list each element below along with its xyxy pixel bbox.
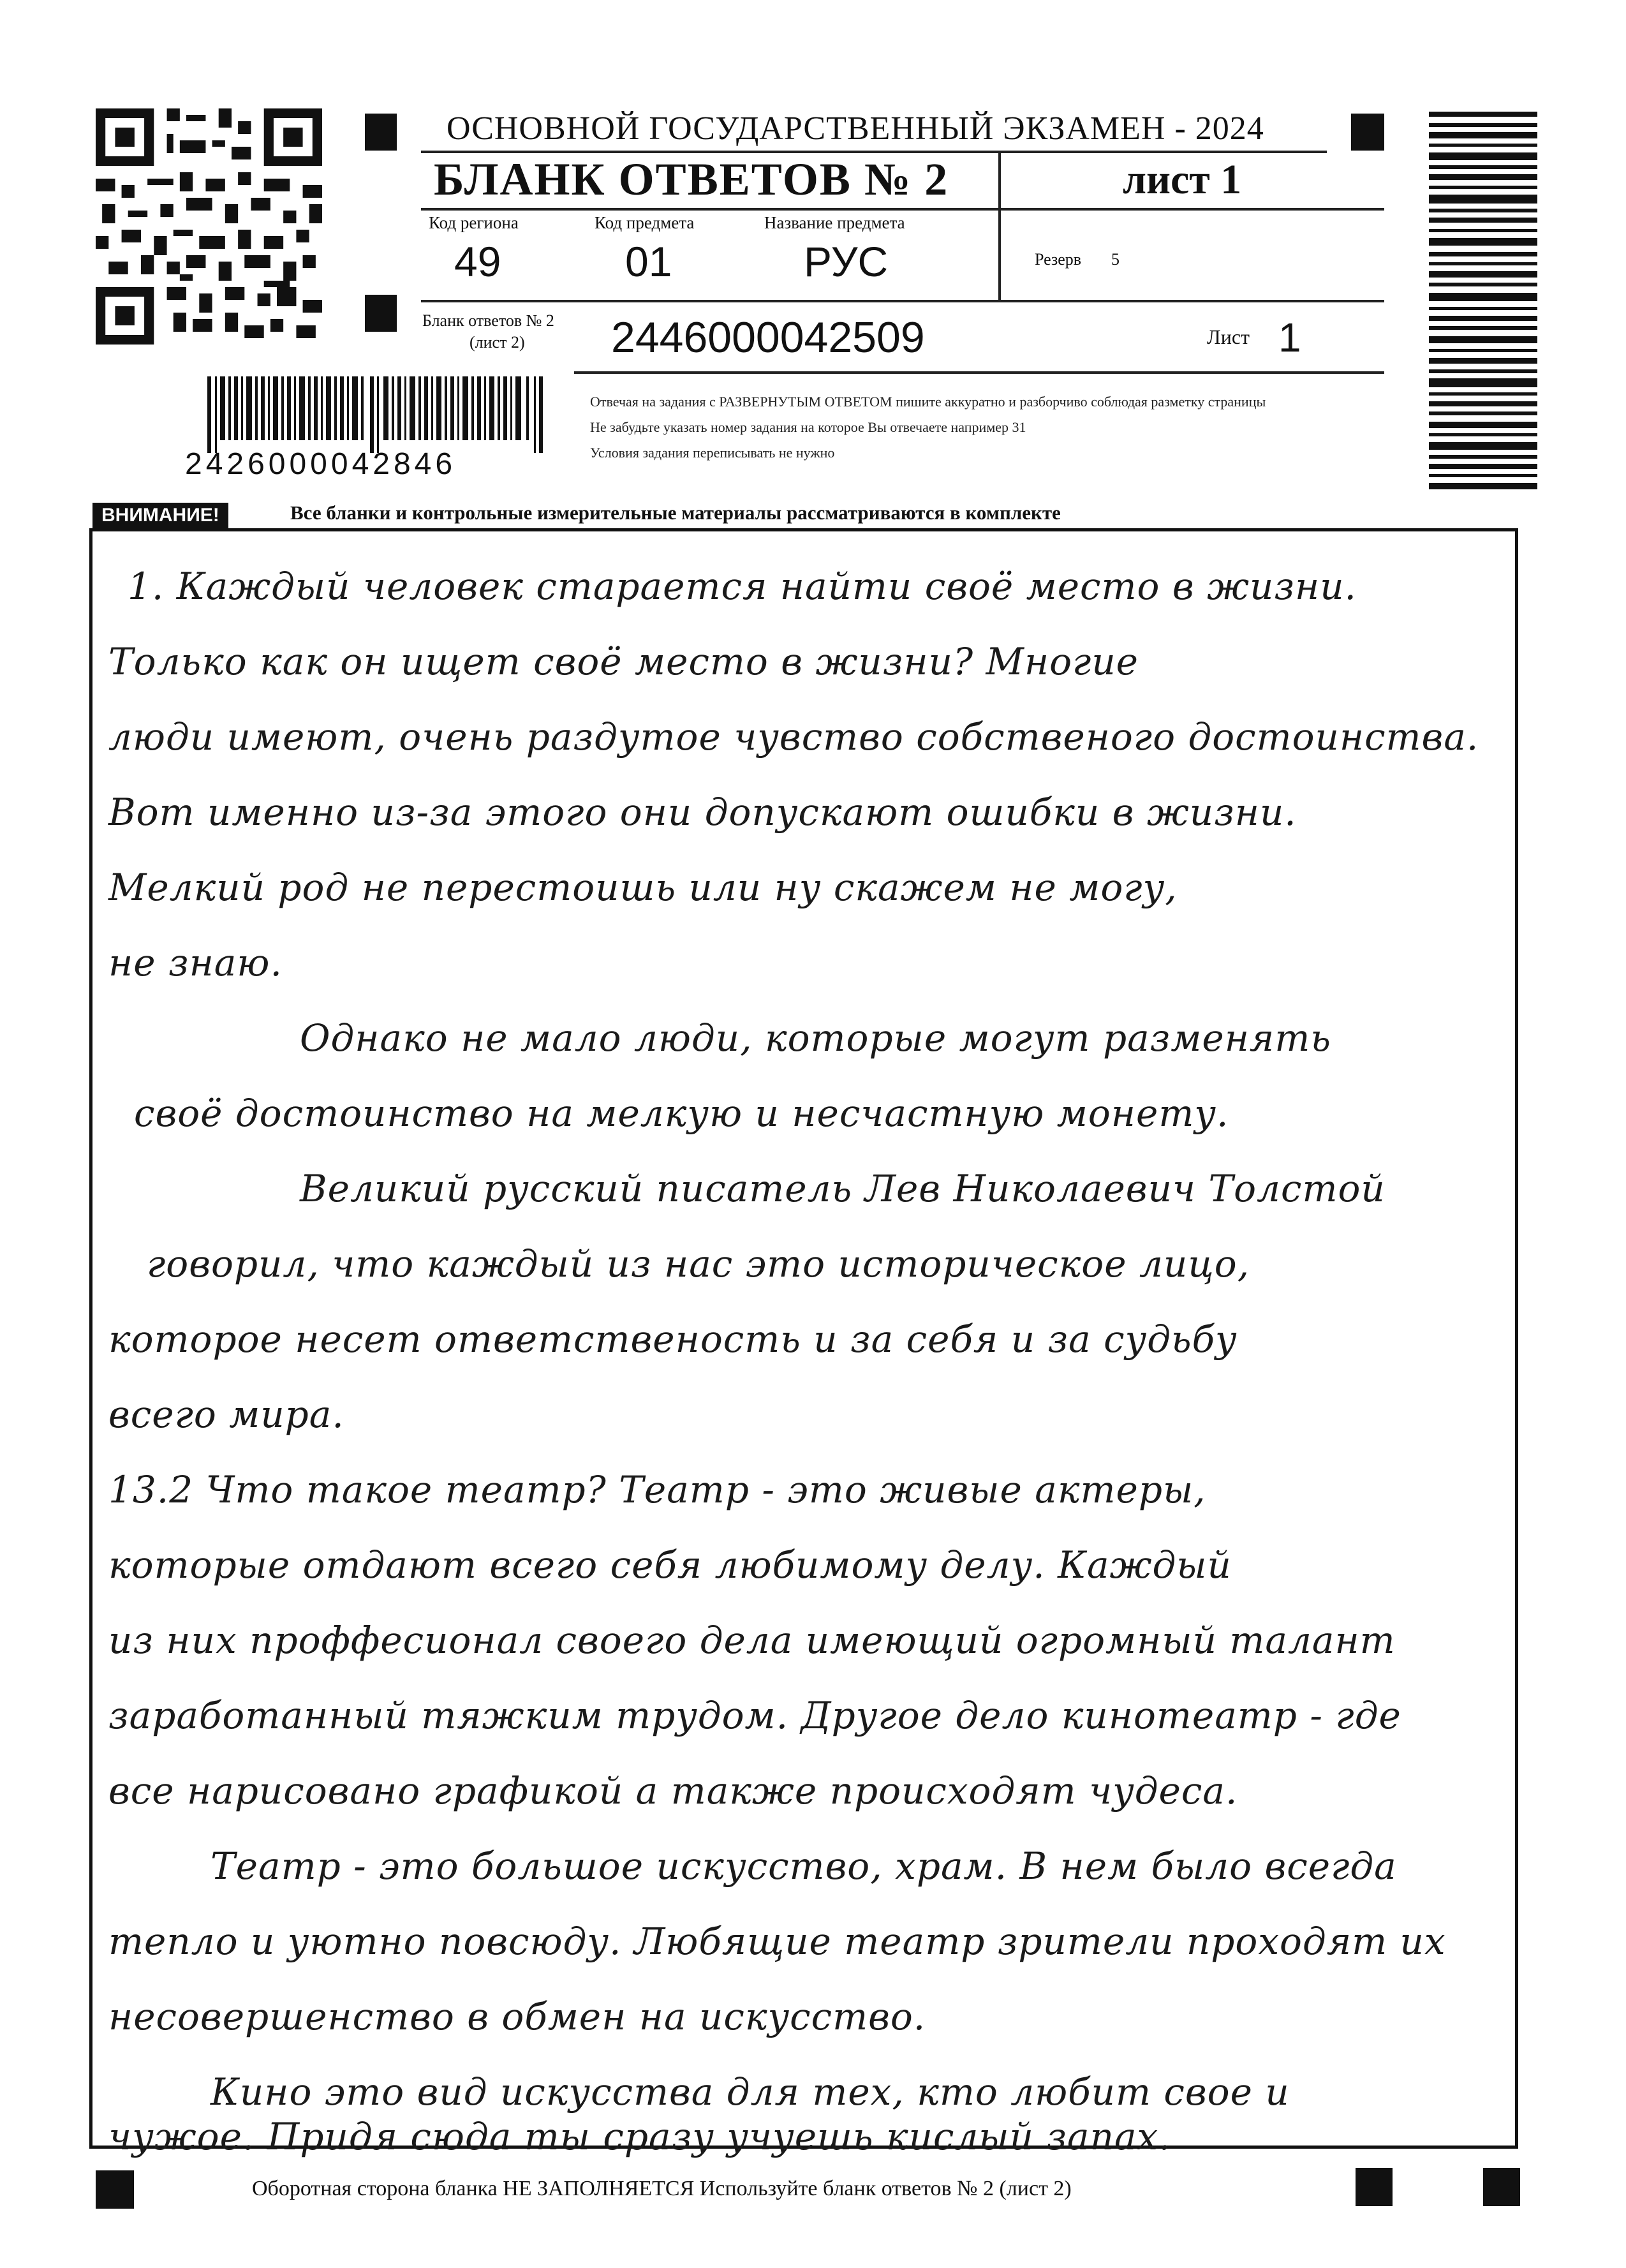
header-divider-2 [421,300,1384,302]
answer-line-6: не знаю. [108,941,283,984]
header-divider-vertical [998,151,1001,301]
region-label: Код региона [429,213,519,232]
instructions [590,389,1419,466]
header-divider-3 [574,371,1384,374]
footer-text: Оборотная сторона бланка НЕ ЗАПОЛНЯЕТСЯ Используйте бланк ответов № 2 (лист 2) [252,2177,1072,2200]
answer-line-22: чужое. Придя сюда ты сразу учуешь кислый запах. [108,2115,1171,2158]
vertical-barcode-icon [1429,112,1537,494]
alignment-marker-mid-left [365,295,397,332]
attention-badge: ВНИМАНИЕ! [92,503,228,528]
answer-line-4: Вот именно из-за этого они допускают ошибки в жизни. [108,790,1297,834]
instruction-line-3: Условия задания переписывать не нужно [590,445,835,461]
answer-line-21: Кино это вид искусства для тех, кто любит свое и [211,2070,1290,2114]
subject-name-label: Название предмета [764,213,905,232]
answer-line-1: 1. Каждый человек старается найти своё место в жизни. [128,565,1357,608]
subject-code-label: Код предмета [595,213,695,232]
answer-line-7: Однако не мало люди, которые могут разменять [300,1016,1331,1060]
answer-line-10: говорил, что каждый из нас это историческое лицо, [147,1242,1250,1286]
answer-line-16: заработанный тяжким трудом. Другое дело кинотеатр - где [108,1694,1401,1737]
answer-line-8: своё достоинство на мелкую и несчастную монету. [134,1092,1229,1135]
sheet-title: лист 1 [1123,156,1242,203]
barcode-icon [207,376,545,453]
attention-text: Все бланки и контрольные измерительные материалы рассматриваются в комплекте [290,501,1061,524]
answer-line-15: из них проффесионал своего дела имеющий огромный талант [108,1619,1396,1662]
answer-line-11: которое несет ответственость и за себя и за судьбу [108,1317,1238,1361]
answer-line-3: люди имеют, очень раздутое чувство собственого достоинства. [108,715,1479,759]
answer-line-19: тепло и уютно повсюду. Любящие театр зрители проходят их [108,1920,1446,1963]
barcode-number: 2426000042846 [185,447,457,481]
subject-name-value: РУС [804,238,889,285]
instruction-line-1: Отвечая на задания с РАЗВЕРНУТЫМ ОТВЕТОМ пишите аккуратно и разборчиво соблюдая разметку страницы [590,394,1266,410]
reserve-label: Резерв [1035,250,1082,269]
answer-line-20: несовершенство в обмен на искусство. [108,1995,926,2038]
subject-code-value: 01 [625,238,672,285]
alignment-marker-top-right [1351,114,1384,151]
form-title: БЛАНК ОТВЕТОВ № 2 [434,154,949,205]
qr-code-icon [96,108,322,345]
header-divider-1 [421,208,1384,211]
answer-line-14: которые отдают всего себя любимому делу. Каждый [108,1543,1232,1587]
answer-line-13: 13.2 Что такое театр? Театр - это живые актеры, [108,1468,1206,1511]
reserve-value: 5 [1111,250,1120,269]
exam-title: ОСНОВНОЙ ГОСУДАРСТВЕННЫЙ ЭКЗАМЕН - 2024 [447,110,1264,147]
list-label: Лист [1207,325,1250,348]
answer-line-5: Мелкий род не перестоишь или ну скажем не могу, [108,866,1178,909]
alignment-marker-top-left [365,114,397,151]
answer-line-17: все нарисовано графикой а также происходят чудеса. [108,1769,1238,1812]
list-value: 1 [1278,315,1301,360]
form2-label-line1: Бланк ответов № 2 [422,311,554,330]
form2-label-line2: (лист 2) [469,333,525,352]
answer-line-12: всего мира. [108,1393,344,1436]
alignment-marker-bottom-left [96,2170,134,2209]
form2-number: 2446000042509 [611,313,925,362]
answer-line-9: Великий русский писатель Лев Николаевич Толстой [300,1167,1386,1210]
answer-line-2: Только как он ищет своё место в жизни? Многие [108,640,1139,683]
region-value: 49 [454,238,501,285]
answer-line-18: Театр - это большое искусство, храм. В нем было всегда [211,1844,1397,1888]
instruction-line-2: Не забудьте указать номер задания на которое Вы отвечаете например 31 [590,419,1026,435]
